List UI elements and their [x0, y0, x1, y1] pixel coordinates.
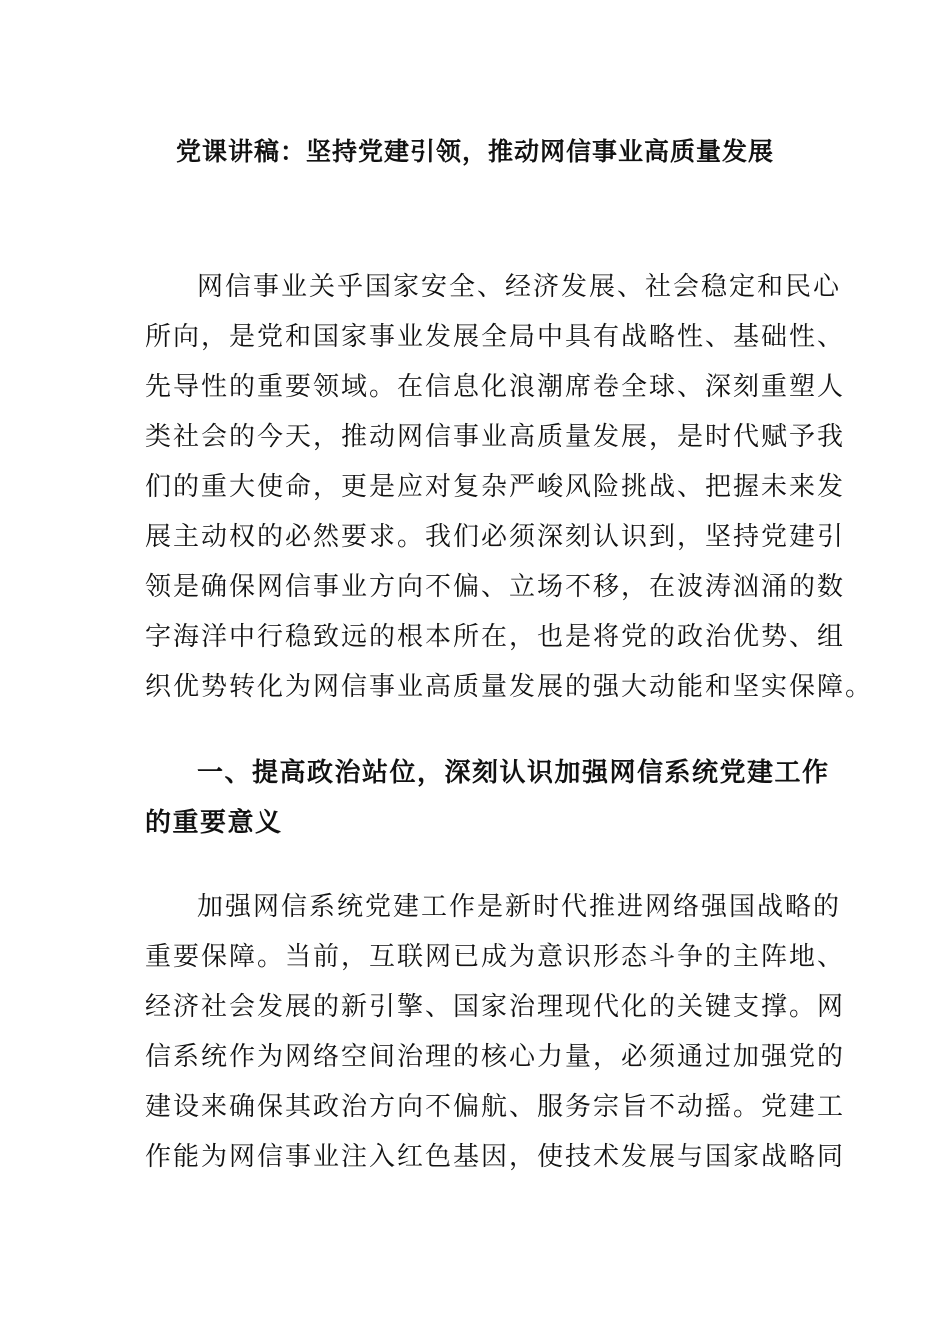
paragraph-line: 网信事业关乎国家安全、经济发展、社会稳定和民心 [197, 272, 842, 302]
paragraph-line: 们的重大使命，更是应对复杂严峻风险挑战、把握未来发 [145, 472, 846, 502]
paragraph-line: 所向，是党和国家事业发展全局中具有战略性、基础性、 [145, 322, 846, 352]
paragraph-line: 经济社会发展的新引擎、国家治理现代化的关键支撑。网 [145, 992, 846, 1022]
paragraph-line: 建设来确保其政治方向不偏航、服务宗旨不动摇。党建工 [145, 1092, 846, 1122]
paragraph-line: 织优势转化为网信事业高质量发展的强大动能和坚实保障。 [145, 672, 874, 702]
section-heading-1 [145, 748, 830, 848]
heading-line: 一、提高政治站位，深刻认识加强网信系统党建工作 [197, 758, 830, 788]
paragraph-line: 字海洋中行稳致远的根本所在，也是将党的政治优势、组 [145, 622, 846, 652]
heading-line: 的重要意义 [145, 808, 283, 838]
paragraph-line: 重要保障。当前，互联网已成为意识形态斗争的主阵地、 [145, 942, 846, 972]
document-title: 党课讲稿：坚持党建引领，推动网信事业高质量发展 [175, 137, 774, 166]
paragraph-line: 领是确保网信事业方向不偏、立场不移，在波涛汹涌的数 [145, 572, 846, 602]
paragraph-line: 类社会的今天，推动网信事业高质量发展，是时代赋予我 [145, 422, 846, 452]
paragraph-line: 信系统作为网络空间治理的核心力量，必须通过加强党的 [145, 1042, 846, 1072]
paragraph-line: 加强网信系统党建工作是新时代推进网络强国战略的 [197, 892, 842, 922]
section-1-paragraph [145, 882, 846, 1182]
paragraph-line: 先导性的重要领域。在信息化浪潮席卷全球、深刻重塑人 [145, 372, 846, 402]
paragraph-line: 展主动权的必然要求。我们必须深刻认识到，坚持党建引 [145, 522, 846, 552]
paragraph-line: 作能为网信事业注入红色基因，使技术发展与国家战略同 [145, 1142, 846, 1172]
intro-paragraph [145, 262, 874, 712]
